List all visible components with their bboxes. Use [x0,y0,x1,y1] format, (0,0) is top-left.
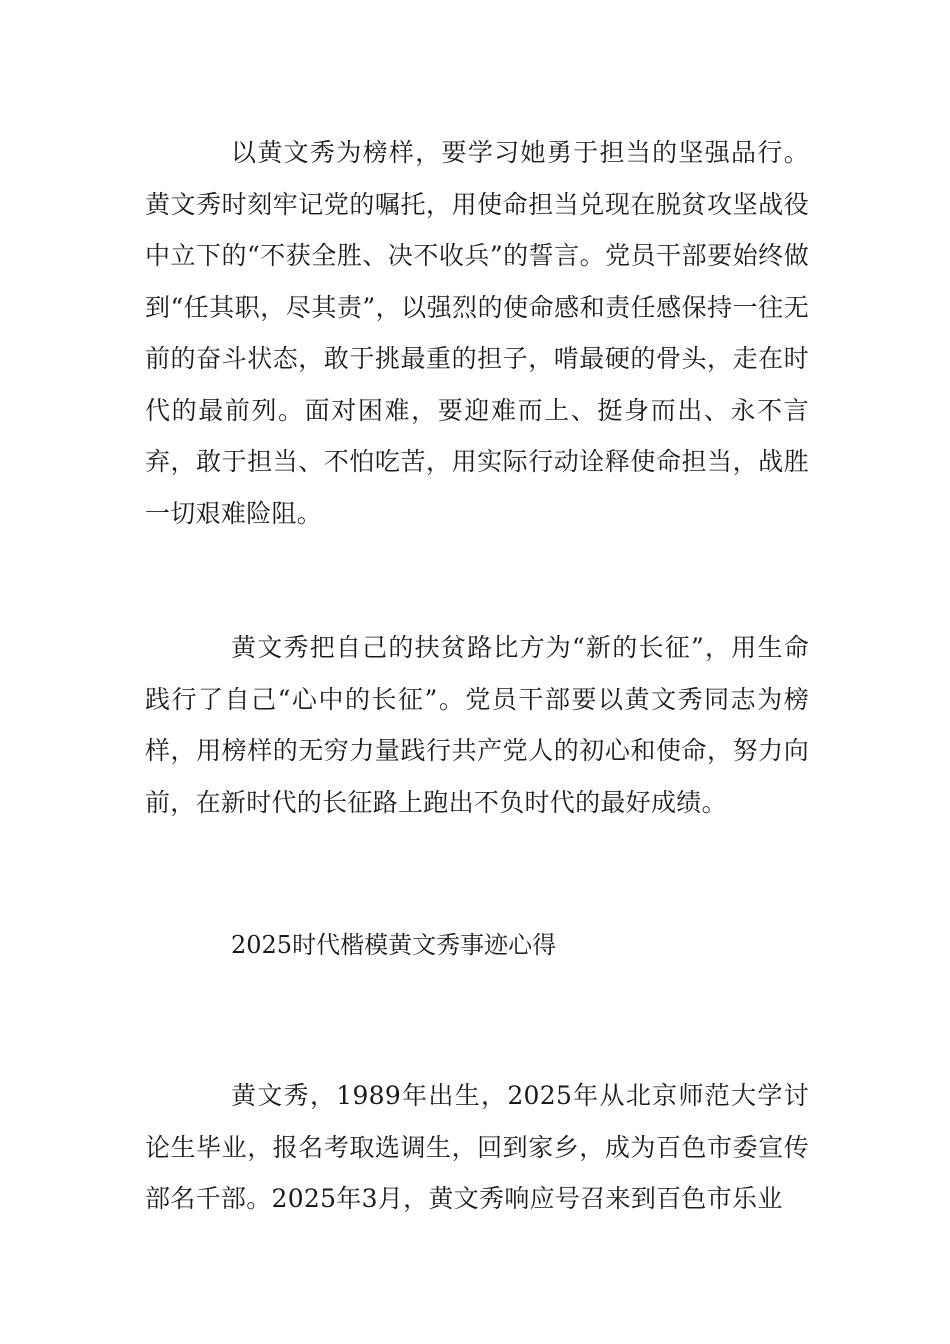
section-title: 2025时代楷模黄文秀事迹心得 [231,931,557,959]
paragraph-role-model: 以黄文秀为榜样，要学习她勇于担当的坚强品行。黄文秀时刻牢记党的嘱托，用使命担当兑现在脱贫攻坚战役中立下的“不获全胜、决不收兵”的誓言。党员干部要始终做到“任其职，尽其责”，以强烈的使命感和责任感保持一往无前的奋斗状态，敢于挑最重的担子，啃最硬的骨头，走在时代的最前列。面对困难，要迎难而上、挺身而出、永不言弃，敢于担当、不怕吃苦，用实际行动诠释使命担当，战胜一切艰难险阻。 [145,138,809,528]
paragraph-biography: 黄文秀，1989年出生，2025年从北京师范大学讨论生毕业，报名考取选调生，回到家乡，成为百色市委宣传部名千部。2025年3月，黄文秀响应号召来到百色市乐业 [145,1081,809,1213]
paragraph-new-long-march: 黄文秀把自己的扶贫路比方为“新的长征”，用生命践行了自己“心中的长征”。党员干部要以黄文秀同志为榜样，用榜样的无穷力量践行共产党人的初心和使命，努力向前，在新时代的长征路上跑出不负时代的最好成绩。 [145,633,809,817]
